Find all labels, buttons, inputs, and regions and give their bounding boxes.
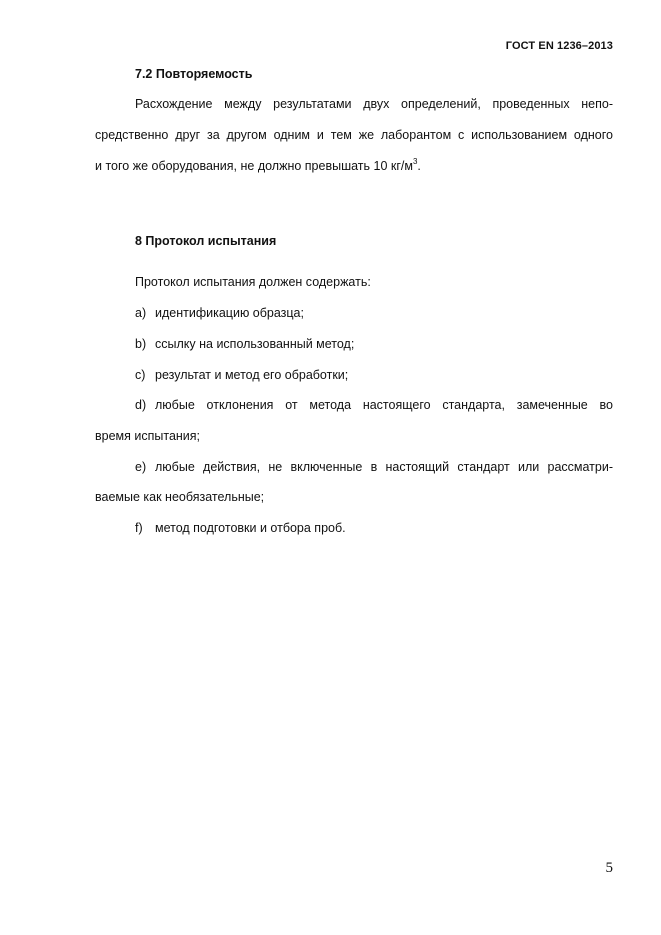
section-7-2-line-3	[95, 159, 613, 173]
list-item-c	[135, 368, 613, 382]
list-marker: b)	[135, 337, 147, 351]
list-item-f	[135, 521, 613, 535]
list-item-text: любые отклонения от метода настоящего стандарта, замеченные во	[155, 398, 613, 412]
list-item-d-continuation: время испытания;	[95, 429, 201, 443]
list-marker: f)	[135, 521, 143, 535]
document-code: ГОСТ EN 1236–2013	[505, 40, 613, 52]
list-item-b	[135, 337, 613, 351]
list-item-d	[135, 398, 613, 412]
list-item-e	[135, 460, 613, 474]
list-item-text: метод подготовки и отбора проб.	[155, 521, 346, 535]
list-item-text: ссылку на использованный метод;	[155, 337, 355, 351]
list-marker: d)	[135, 398, 147, 412]
section-8-intro: Протокол испытания должен содержать:	[135, 275, 371, 289]
section-7-2-line-3-end: .	[417, 159, 421, 173]
list-marker: a)	[135, 306, 147, 320]
list-marker: e)	[135, 460, 147, 474]
list-item-text: результат и метод его обработки;	[155, 368, 349, 382]
unit-superscript: 3	[412, 157, 418, 166]
list-item-text: идентификацию образца;	[155, 306, 304, 320]
section-7-2-title: 7.2 Повторяемость	[135, 67, 253, 81]
section-8-title: 8 Протокол испытания	[135, 234, 277, 248]
section-7-2-line-1: Расхождение между результатами двух определений, проведенных непо-	[135, 97, 613, 111]
list-marker: c)	[135, 368, 146, 382]
list-item-a	[135, 306, 613, 320]
list-item-text: любые действия, не включенные в настоящий стандарт или рассматри-	[155, 460, 613, 474]
section-7-2-line-2: средственно друг за другом одним и тем же лаборантом с использованием одного	[95, 128, 613, 142]
list-item-e-continuation: ваемые как необязательные;	[95, 490, 265, 504]
section-7-2-line-3-text: и того же оборудования, не должно превышать 10 кг/м	[95, 159, 413, 173]
page-number: 5	[605, 860, 613, 876]
